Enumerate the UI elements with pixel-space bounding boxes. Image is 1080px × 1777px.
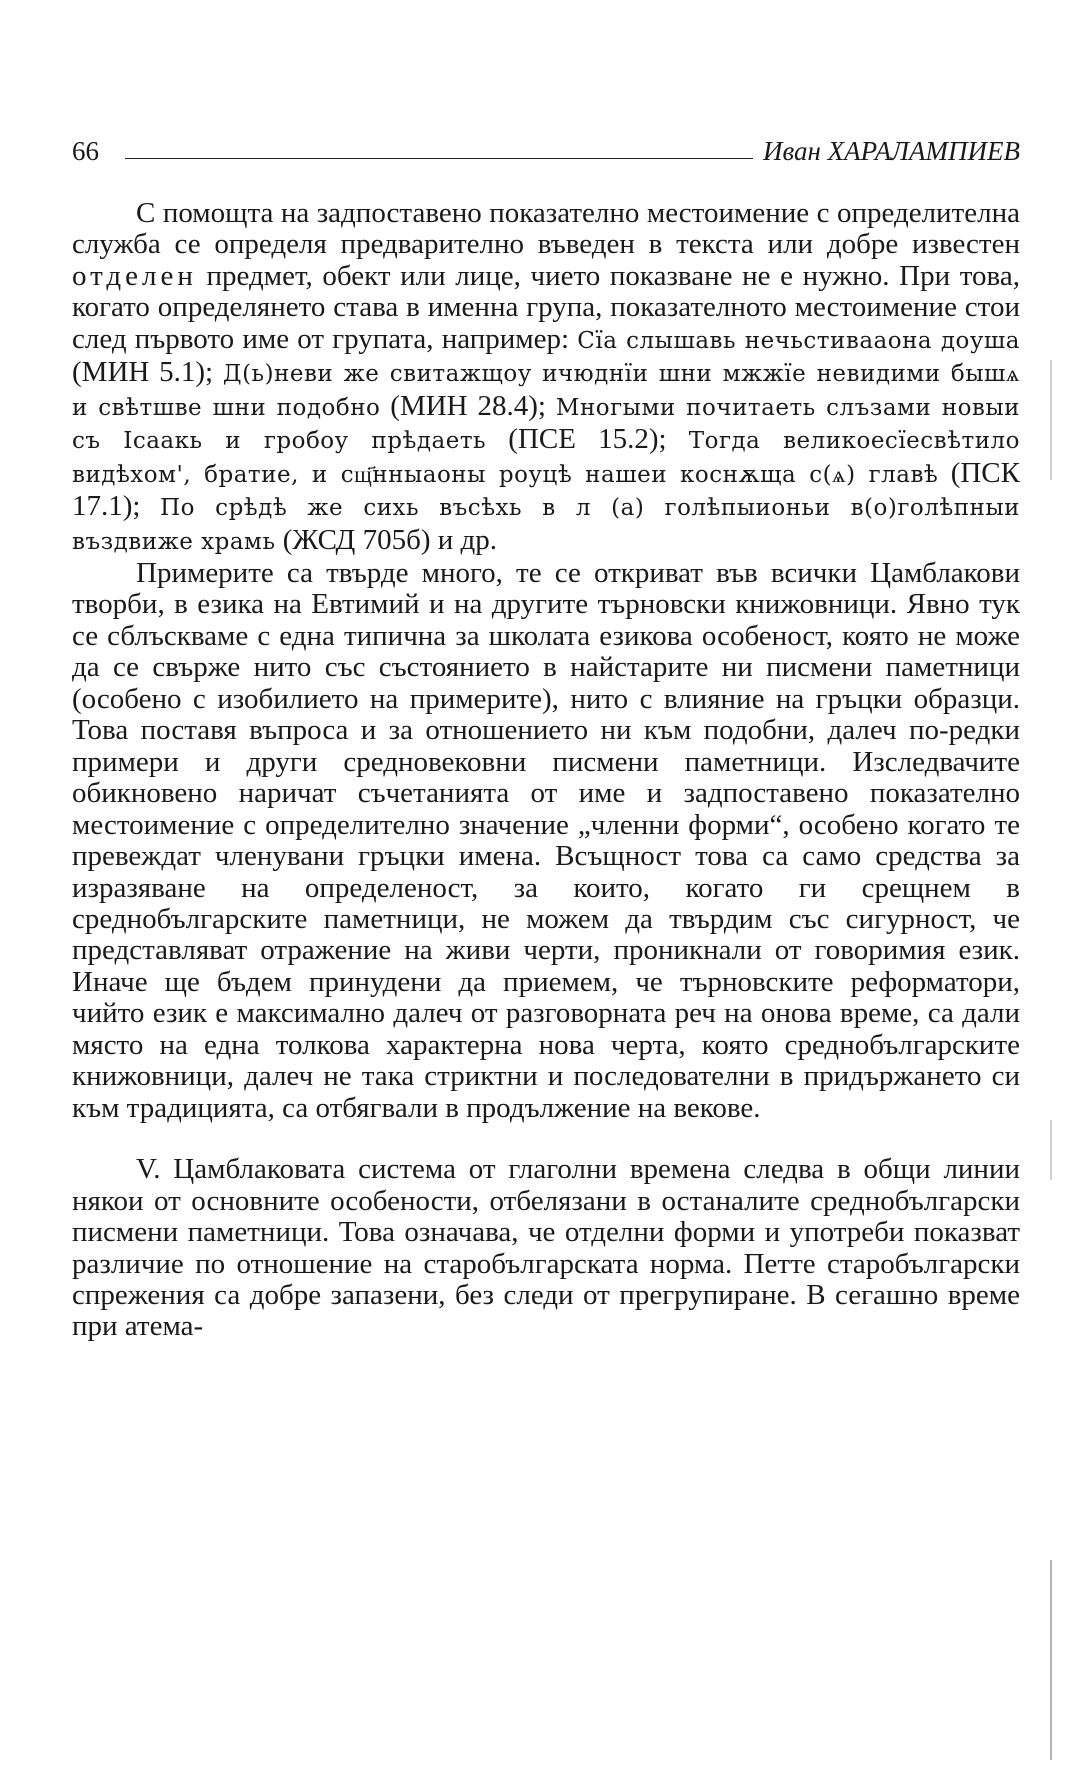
page-edge-mark: [1050, 360, 1052, 480]
source-reference: (МИН 28.4);: [380, 389, 556, 422]
church-slavonic-example: Тогда великоесїесвѣтило видѣхом', братие, и сщ҃нныаоны роуцѣ нашеи коснѫща с(ѧ) главѣ: [72, 428, 1020, 488]
church-slavonic-example: Д(ь)неви же свитажщоу ичюднїи шни мжжїе невидими бышѧ и свѣтшве шни подобно: [72, 361, 1020, 421]
spaced-emphasis: отделен: [72, 259, 197, 292]
paragraph-definiteness: [72, 198, 1020, 558]
page-edge-mark: [1050, 1120, 1052, 1180]
running-head: Иван ХАРАЛАМПИЕВ: [763, 136, 1020, 166]
church-slavonic-example: По срѣдѣ же сихь въсѣхь в л (а) голѣпыионьи в(о)голѣпныи въздвиже храмь: [72, 495, 1020, 555]
source-reference: (ПСЕ 15.2);: [486, 423, 689, 456]
source-reference: (ЖСД 705б) и др.: [275, 523, 498, 556]
header-rule: [125, 158, 753, 159]
paragraph-section-v: V. Цамблаковата система от глаголни времена следва в общи линии някои от основните особености, отбелязани в останалите среднобългарски писмени паметници. Това означава, че отделни форми и употреби показват различие по отношение на старобългарската норма. Петте старобългарски спрежения са добре запазени, без следи от прегрупиране. В сегашно време при атема-: [72, 1153, 1020, 1343]
church-slavonic-example: Сїа слышавь нечьстивааона доуша: [577, 327, 1021, 354]
source-reference: (МИН 5.1);: [72, 356, 223, 389]
paragraph-examples: Примерите са твърде много, те се откриват във всички Цамблакови творби, в езика на Евтимий и на другите търновски книжовници. Явно тук се сблъскваме с една типична за школата езикова особеност, която не може да се свърже нито със състоянието в найстарите ни писмени паметници (особено с изобилието на примерите), нито с влияние на гръцки образци. Това поставя въпроса и за отношението ни към подобни, далеч по-редки примери и други средновековни писмени паметници. Изследвачите обикновено наричат съчетанията от име и задпоставено показателно местоимение с определително значение „членни форми“, особено когато те превеждат членувани гръцки имена. Всъщност това са само средства за изразяване на определеност, за които, когато ги срещнем в среднобългарските паметници, не можем да твърдим със сигурност, че представляват отражение на живи черти, проникнали от говоримия език. Иначе ще бъдем принудени да приемем, че търновските реформатори, чийто език е максимално далеч от разговорната реч на онова време, са дали място на една толкова характерна нова черта, която среднобългарските книжовници, далеч не така стриктни и последователни в придържането си към традицията, са отбягвали в продължение на векове.: [72, 556, 1020, 1124]
text-run: С помощта на задпоставено показателно местоимение с определителна служба се определя предварително въведен в текста или добре известен: [72, 197, 1020, 261]
page-edge-mark: [1050, 1560, 1052, 1760]
page-header: [72, 125, 1020, 165]
text-run: предмет, обект или лице, чието показване не е нужно. При това, когато определянето става в именна група, показателното местоимение стои след първото име от групата, например:: [72, 259, 1020, 355]
page-number: 66: [72, 136, 99, 166]
source-reference: (ПСК 17.1);: [72, 456, 1020, 523]
body-text: [72, 198, 1020, 1343]
church-slavonic-example: Многыми почитаеть слъзами новыи съ Ісаакь и гробоу прѣдаеть: [72, 394, 1020, 455]
